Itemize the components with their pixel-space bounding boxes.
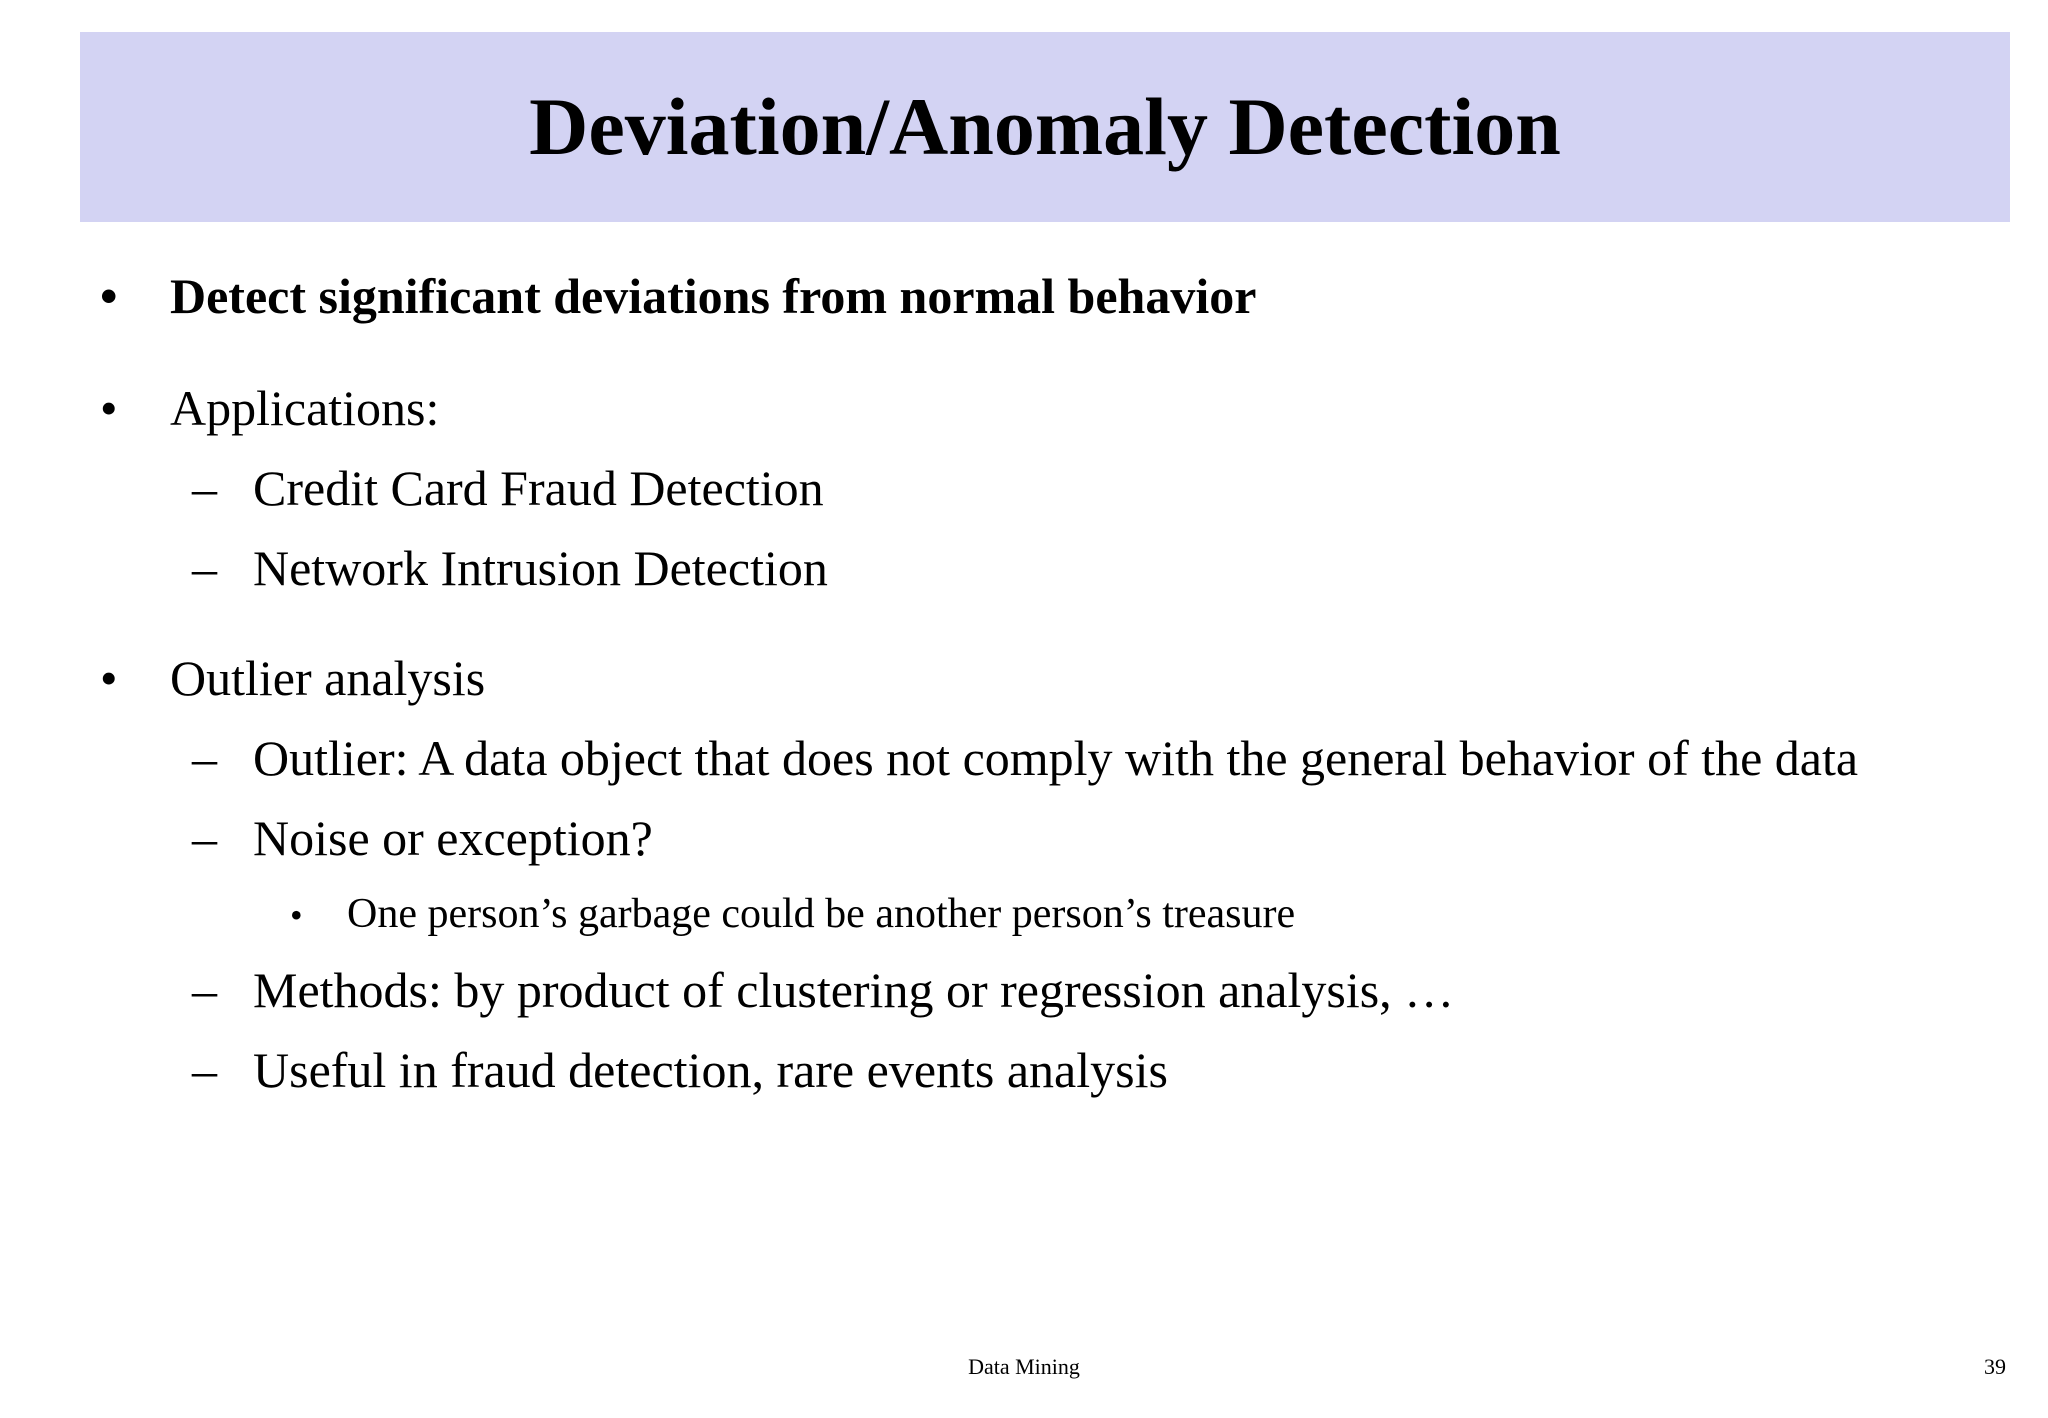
sub-bullet-text: Network Intrusion Detection xyxy=(253,540,828,596)
footer-title: Data Mining xyxy=(968,1354,1080,1379)
bullet-marker: • xyxy=(100,268,118,324)
bullet-marker: • xyxy=(290,895,303,935)
sub-bullet-text: Methods: by product of clustering or regression analysis, … xyxy=(253,962,1455,1018)
sub-bullet-text: Credit Card Fraud Detection xyxy=(253,460,824,516)
dash-marker: – xyxy=(192,1042,217,1098)
sub-sub-bullet-text: One person’s garbage could be another person’s treasure xyxy=(347,891,1296,937)
bullet-text: Outlier analysis xyxy=(170,650,486,706)
dash-marker: – xyxy=(192,540,217,596)
page-number: 39 xyxy=(1984,1354,2006,1379)
slide-title: Deviation/Anomaly Detection xyxy=(529,81,1561,172)
dash-marker: – xyxy=(192,962,217,1018)
bullet-text: Applications: xyxy=(170,380,440,436)
sub-bullet-text: Useful in fraud detection, rare events analysis xyxy=(253,1042,1168,1098)
dash-marker: – xyxy=(192,810,217,866)
dash-marker: – xyxy=(192,730,217,786)
sub-bullet-text: Outlier: A data object that does not comply with the general behavior of the data xyxy=(253,730,1859,786)
bullet-marker: • xyxy=(100,380,118,436)
bullet-text: Detect significant deviations from normal behavior xyxy=(170,268,1257,324)
dash-marker: – xyxy=(192,460,217,516)
bullet-marker: • xyxy=(100,650,118,706)
sub-bullet-text: Noise or exception? xyxy=(253,810,653,866)
